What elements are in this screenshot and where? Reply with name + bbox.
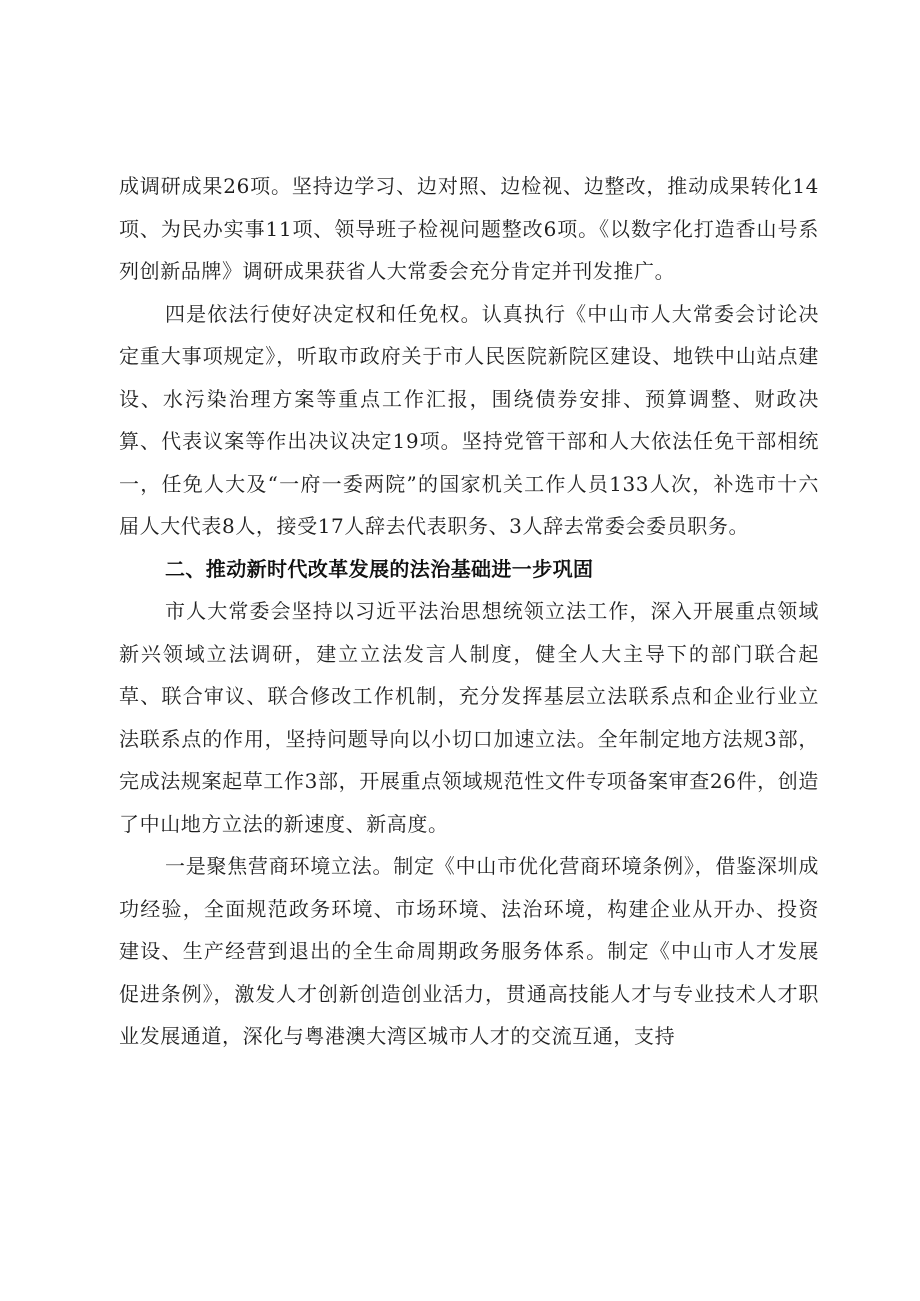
paragraph-business-environment: 一是聚焦营商环境立法。制定《中山市优化营商环境条例》，借鉴深圳成功经验，全面规范政务环境、市场环境、法治环境，构建企业从开办、投资建设、生产经营到退出的全生命周期政务服务体系。制定《中山市人才发展促进条例》，激发人才创新创造创业活力，贯通高技能人才与专业技术人才职业发展通道，深化与粤港澳大湾区城市人才的交流互通，支持 [119, 854, 819, 1048]
document-body [119, 165, 819, 1058]
paragraph-decision-appointment: 四是依法行使好决定权和任免权。认真执行《中山市人大常委会讨论决定重大事项规定》，听取市政府关于市人民医院新院区建设、地铁中山站点建设、水污染治理方案等重点工作汇报，围绕债券安排、预算调整、财政决算、代表议案等作出决议决定19项。坚持党管干部和人大依法任免干部相统一，任免人大及“一府一委两院”的国家机关工作人员133人次，补选市十六届人大代表8人，接受17人辞去代表职务、3人辞去常委会委员职务。 [119, 301, 819, 538]
paragraph-continuation: 成调研成果26项。坚持边学习、边对照、边检视、边整改，推动成果转化14项、为民办实事11项、领导班子检视问题整改6项。《以数字化打造香山号系列创新品牌》调研成果获省人大常委会充分肯定并刊发推广。 [119, 174, 819, 283]
paragraph-legislation-overview: 市人大常委会坚持以习近平法治思想统领立法工作，深入开展重点领域新兴领域立法调研，建立立法发言人制度，健全人大主导下的部门联合起草、联合审议、联合修改工作机制，充分发挥基层立法联系点和企业行业立法联系点的作用，坚持问题导向以小切口加速立法。全年制定地方法规3部，完成法规案起草工作3部，开展重点领域规范性文件专项备案审查26件，创造了中山地方立法的新速度、新高度。 [119, 599, 819, 836]
section-heading: 二、推动新时代改革发展的法治基础进一步巩固 [165, 556, 594, 581]
